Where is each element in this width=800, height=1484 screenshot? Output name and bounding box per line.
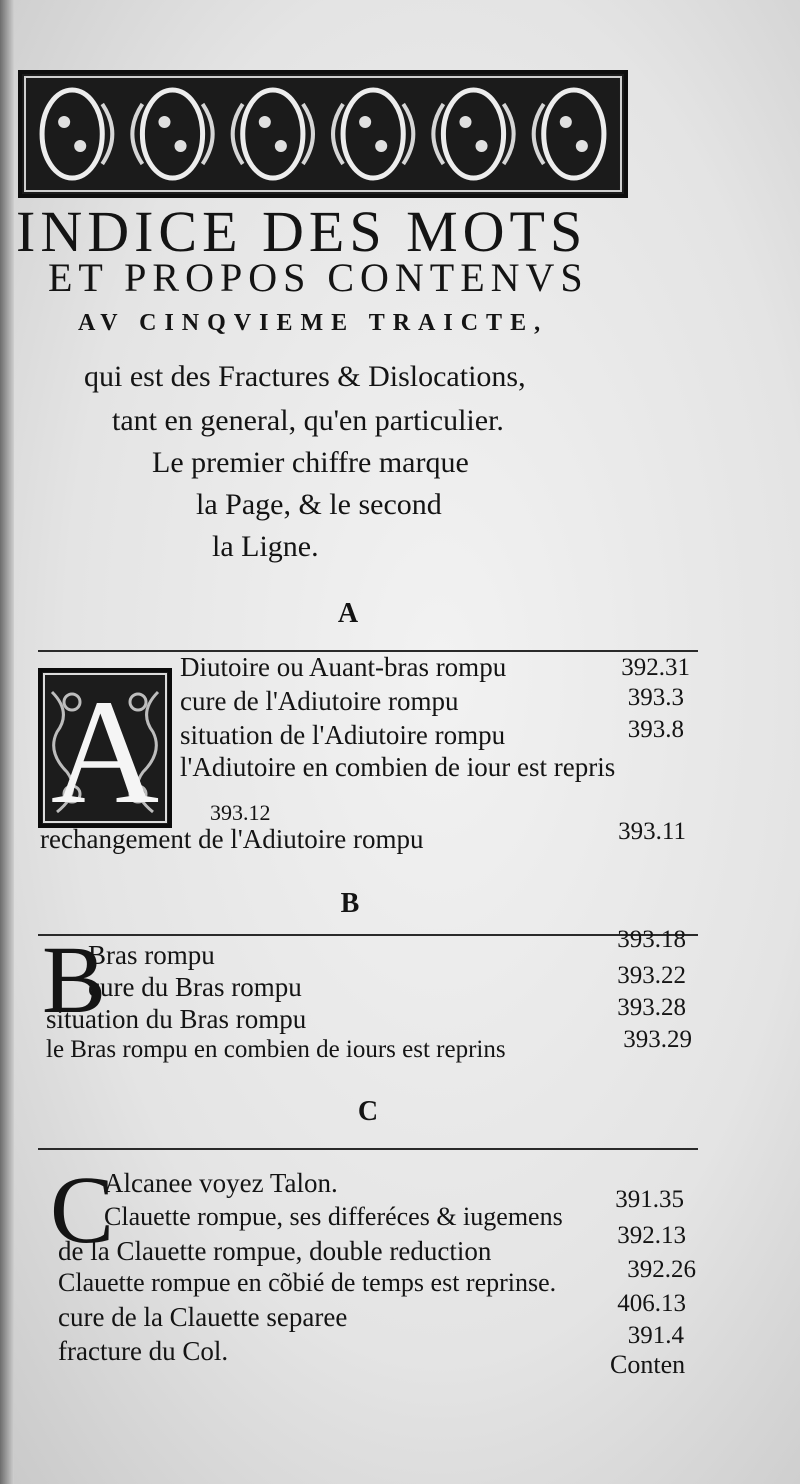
- title-line-1: INDICE DES MOTS: [16, 199, 588, 264]
- subtitle-line-4: la Page, & le second: [196, 488, 442, 521]
- entry-c-5: cure de la Clauette separee: [58, 1302, 348, 1332]
- entry-c-6: fracture du Col.: [58, 1336, 229, 1366]
- title-line-2: ET PROPOS CONTENVS: [48, 255, 589, 300]
- page-gutter-shadow: [0, 0, 14, 1484]
- ref-c-4: 392.26: [627, 1256, 696, 1283]
- entry-c-2: Clauette rompue, ses differéces & iugemens: [104, 1202, 563, 1231]
- entry-a-2: cure de l'Adiutoire rompu: [180, 686, 459, 716]
- entry-a-1: Diutoire ou Auant-bras rompu: [180, 652, 507, 682]
- entry-c-3: de la Clauette rompue, double reduction: [58, 1236, 492, 1266]
- subtitle-line-3: Le premier chiffre marque: [152, 446, 469, 479]
- entry-a-5: rechangement de l'Adiutoire rompu: [40, 824, 424, 854]
- entry-c-4: Clauette rompue en cõbié de temps est reprinse.: [58, 1268, 557, 1297]
- ref-c-6: 391.4: [627, 1322, 684, 1349]
- ref-a-1: 392.31: [621, 654, 690, 681]
- section-rule: [38, 1148, 698, 1150]
- subtitle-line-5: la Ligne.: [212, 530, 319, 563]
- ref-a-5: 393.11: [618, 818, 686, 845]
- entry-c-1: Alcanee voyez Talon.: [104, 1168, 338, 1198]
- section-rule: [38, 934, 698, 936]
- entry-b-4: le Bras rompu en combien de iours est reprins: [46, 1036, 506, 1063]
- ref-b-1: 393.18: [617, 926, 686, 953]
- entry-a-3: situation de l'Adiutoire rompu: [180, 720, 506, 750]
- entry-b-1: Bras rompu: [88, 940, 215, 970]
- section-letter-a: A: [337, 598, 359, 629]
- section-letter-c: C: [357, 1096, 379, 1127]
- ref-a-3: 393.8: [627, 716, 684, 743]
- initial-letter-a: A: [50, 669, 160, 835]
- ref-a-2: 393.3: [627, 684, 684, 711]
- ref-c-3: 392.13: [617, 1222, 686, 1249]
- entry-a-4: l'Adiutoire en combien de iour est repris: [180, 752, 616, 782]
- ref-c-2: 391.35: [615, 1186, 684, 1213]
- title-line-3: AV CINQVIEME TRAICTE,: [78, 310, 549, 336]
- entry-a-4-ref: 393.12: [210, 800, 271, 825]
- ref-c-5: 406.13: [617, 1290, 686, 1317]
- decorated-initial-a: [38, 668, 172, 835]
- ref-b-4: 393.29: [623, 1026, 692, 1053]
- section-letter-b: B: [340, 888, 360, 919]
- subtitle-line-1: qui est des Fractures & Dislocations,: [84, 360, 526, 393]
- ref-b-3: 393.28: [617, 994, 686, 1021]
- entry-b-3: situation du Bras rompu: [46, 1004, 307, 1034]
- subtitle-line-2: tant en general, qu'en particulier.: [112, 404, 504, 437]
- initial-letter-c: C: [50, 1156, 115, 1263]
- catchword: Conten: [610, 1350, 686, 1379]
- initial-letter-b: B: [42, 926, 107, 1033]
- entry-b-2: cure du Bras rompu: [88, 972, 302, 1002]
- ref-b-2: 393.22: [617, 962, 686, 989]
- ornamental-headpiece: [18, 70, 628, 198]
